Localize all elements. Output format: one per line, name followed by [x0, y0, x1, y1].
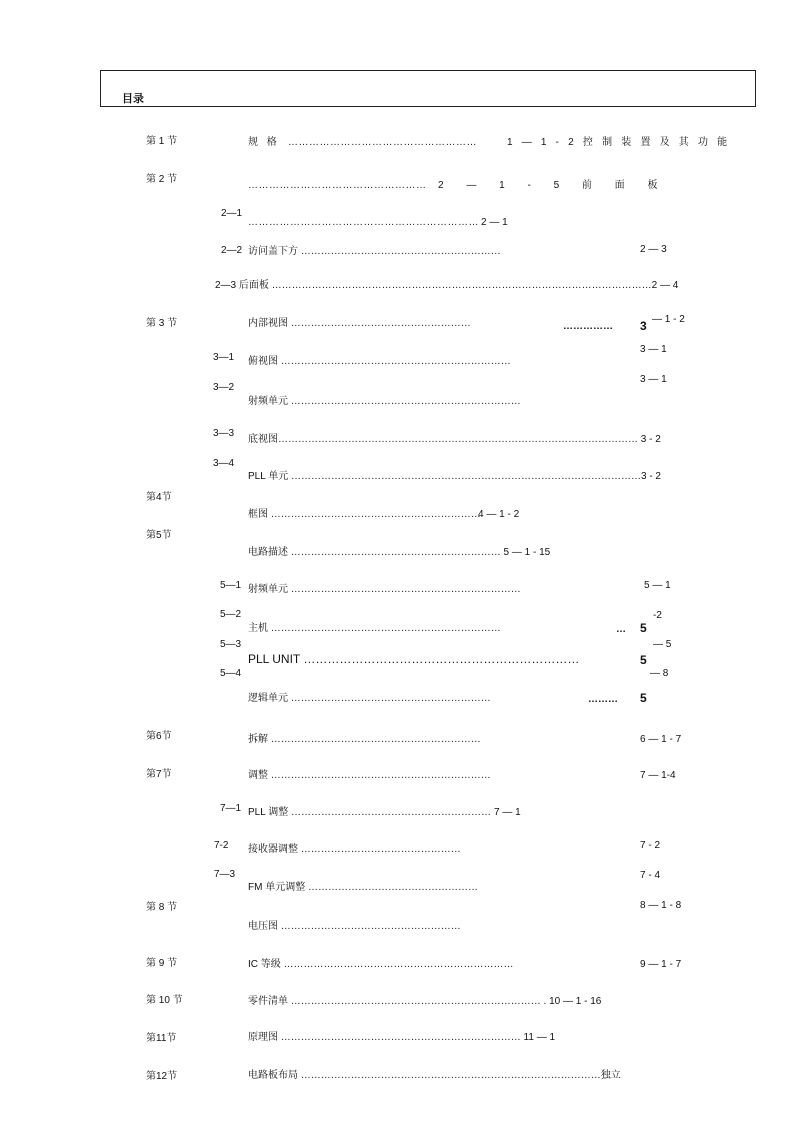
subsection-3-4-entry: PLL 单元 ……………………………………………………………………………………………3 - 2	[248, 471, 661, 482]
subsection-5-2-number: 5—2	[220, 609, 242, 620]
subsection-7-3-number: 7—3	[214, 869, 236, 880]
subsection-7-3-title: FM 单元调整 ……………………………………………	[248, 882, 478, 893]
subsection-2-2-title: 访问盖下方 ……………………………………………………	[248, 246, 501, 257]
subsection-5-2-page-suffix: -2	[653, 610, 662, 621]
section-11-entry: 原理图 ……………………………………………………………… 11 — 1	[248, 1032, 556, 1043]
subsection-5-4-title: 逻辑单元 ……………………………………………………	[248, 693, 491, 704]
section-7-number: 第7节	[146, 769, 172, 780]
section-5-entry: 电路描述 ……………………………………………………… 5 — 1 - 15	[248, 547, 551, 558]
leader-dots: …………………………………………………………	[248, 217, 479, 228]
subsection-5-3-number: 5—3	[220, 639, 242, 650]
subsection-3-1-page: 3 — 1	[640, 344, 667, 355]
subsection-5-1-page: 5 — 1	[644, 580, 671, 591]
section-9-page: 9 — 1 - 7	[640, 959, 682, 970]
section-8-page: 8 — 1 - 8	[640, 900, 682, 911]
subsection-5-4-number: 5—4	[220, 668, 242, 679]
section-2-page: 2 — 1 - 5 前 面 板	[438, 180, 658, 191]
leader-dots: ………	[588, 694, 618, 705]
section-7-title: 调整 …………………………………………………………	[248, 770, 491, 781]
subsection-5-1-title: 射频单元 ……………………………………………………………	[248, 584, 521, 595]
section-12-number: 第12节	[146, 1071, 178, 1082]
leader-dots: ………………………………………………	[288, 137, 477, 148]
subsection-5-4-page-suffix: — 8	[650, 668, 669, 679]
subsection-2-1-page: 2 — 1	[481, 217, 508, 228]
subsection-5-1-number: 5—1	[220, 580, 242, 591]
section-3-page: 3	[640, 319, 647, 333]
subsection-3-2-number: 3—2	[213, 382, 235, 393]
subsection-3-1-title: 俯视图 ……………………………………………………………	[248, 356, 511, 367]
subsection-3-3-number: 3—3	[213, 428, 235, 439]
leader-dots: ……………………………………………	[248, 180, 427, 191]
subsection-7-1-title: PLL 调整 ……………………………………………………	[248, 807, 491, 818]
section-4-title: 框图 ………………………………………………………	[248, 509, 481, 520]
subsection-7-1-number: 7—1	[220, 803, 242, 814]
section-8-number: 第 8 节	[146, 902, 178, 913]
section-4-page: 4 — 1 - 2	[478, 509, 520, 520]
section-2-number: 第 2 节	[146, 174, 178, 185]
subsection-2-1-number: 2—1	[221, 208, 243, 219]
section-7-page: 7 — 1-4	[640, 770, 676, 781]
subsection-2-2-number: 2—2	[221, 245, 243, 256]
section-3-title: 内部视图 ………………………………………………	[248, 318, 471, 329]
subsection-3-3-entry: 底视图……………………………………………………………………………………………… 3 - 2	[248, 434, 661, 445]
subsection-3-1-number: 3—1	[213, 352, 235, 363]
subsection-5-3-page: 5	[640, 653, 647, 667]
section-8-title: 电压图 ………………………………………………	[248, 921, 461, 932]
section-5-number: 第5节	[146, 530, 172, 541]
section-6-number: 第6节	[146, 731, 172, 742]
subsection-5-2-page: 5	[640, 621, 647, 635]
subsection-5-3-page-suffix: — 5	[653, 639, 672, 650]
subsection-7-3-page: 7 - 4	[640, 870, 661, 881]
subsection-5-3-title: PLL UNIT ……………………………………………………………	[248, 652, 580, 666]
section-4-number: 第4节	[146, 492, 172, 503]
section-10-number: 第 10 节	[146, 995, 183, 1006]
section-1-page: 1 — 1 - 2 控 制 装 置 及 其 功 能	[507, 137, 731, 148]
section-6-page: 6 — 1 - 7	[640, 734, 682, 745]
section-11-number: 第11节	[146, 1033, 177, 1044]
section-1-title: 规 格	[248, 137, 280, 148]
leader-dots: ……………	[563, 321, 613, 332]
subsection-2-3-entry: 2—3 后面板 ……………………………………………………………………………………………………2 — 4	[215, 280, 679, 291]
subsection-3-4-number: 3—4	[213, 458, 235, 469]
subsection-7-2-page: 7 - 2	[640, 840, 661, 851]
section-9-title: IC 等级 ……………………………………………………………	[248, 959, 514, 970]
subsection-5-2-title: 主机 ……………………………………………………………	[248, 623, 501, 634]
subsection-7-2-title: 接收器调整 …………………………………………	[248, 844, 461, 855]
subsection-7-1-page: 7 — 1	[494, 807, 521, 818]
section-9-number: 第 9 节	[146, 958, 178, 969]
section-1-number: 第 1 节	[146, 136, 178, 147]
subsection-2-2-page: 2 — 3	[640, 244, 667, 255]
section-12-entry: 电路板布局 ………………………………………………………………………………独立	[248, 1070, 621, 1081]
subsection-3-2-page: 3 — 1	[640, 374, 667, 385]
subsection-5-4-page: 5	[640, 691, 647, 705]
page-title: 目录	[122, 93, 144, 105]
subsection-7-2-number: 7-2	[214, 840, 229, 851]
subsection-3-2-title: 射频单元 ……………………………………………………………	[248, 396, 521, 407]
section-3-number: 第 3 节	[146, 318, 178, 329]
section-10-entry: 零件清单 ………………………………………………………………… . 10 — 1 - 16	[248, 996, 602, 1007]
toc-header-box	[100, 70, 756, 107]
section-3-page-suffix: — 1 - 2	[652, 314, 685, 325]
leader-dots: …	[616, 624, 626, 635]
section-6-title: 拆解 ………………………………………………………	[248, 734, 481, 745]
